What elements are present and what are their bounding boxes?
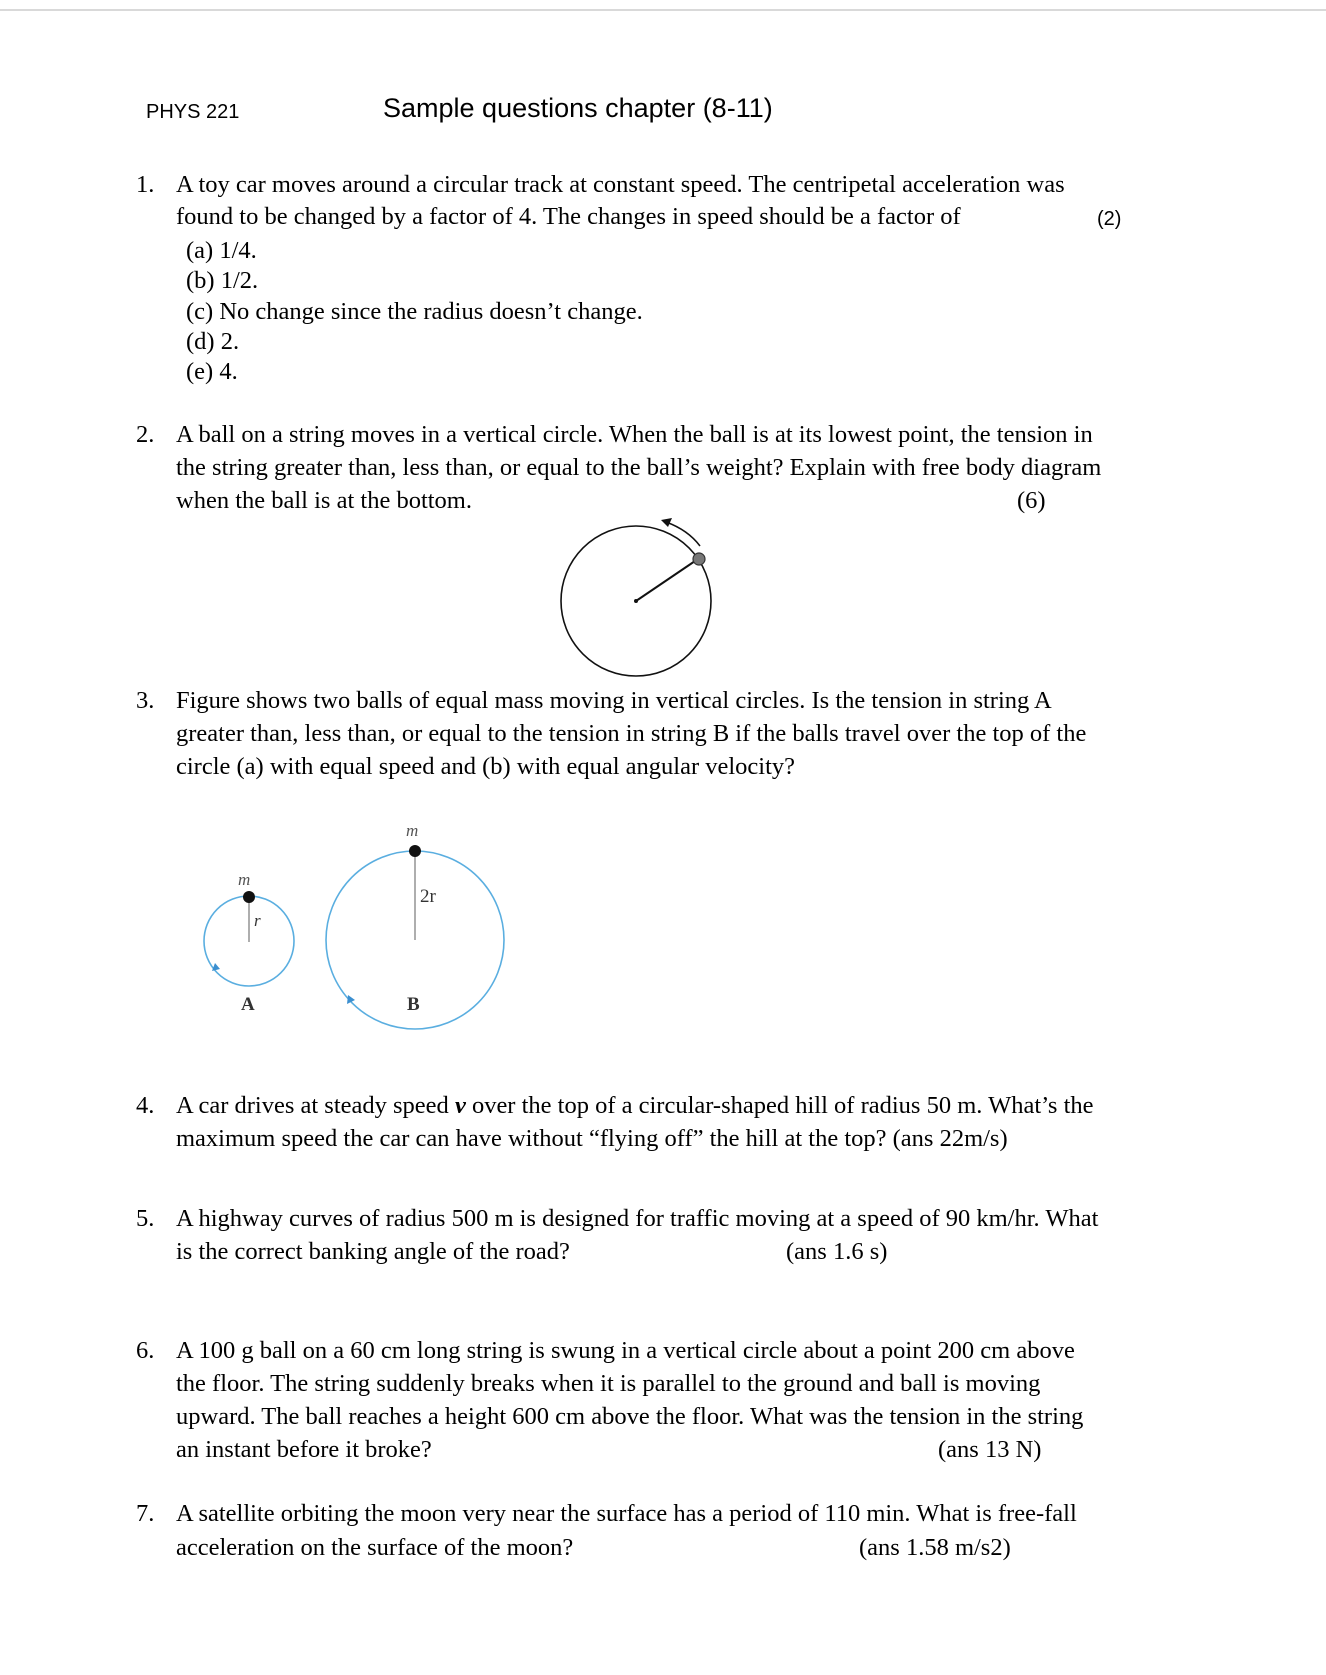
question-text: when the ball is at the bottom.	[176, 487, 472, 514]
speed-variable: v	[454, 1092, 466, 1119]
option-b: (b) 1/2.	[186, 267, 259, 294]
question-number: 7.	[136, 1500, 155, 1527]
question-text: greater than, less than, or equal to the tension in string B if the balls travel over the top of the	[176, 720, 1087, 747]
label-b: B	[407, 994, 420, 1015]
marks: (6)	[1017, 487, 1046, 514]
question-text: Figure shows two balls of equal mass moving in vertical circles. Is the tension in string A	[176, 687, 1052, 714]
question-text: A toy car moves around a circular track at constant speed. The centripetal acceleration was	[176, 171, 1065, 198]
question-text: maximum speed the car can have without “flying off” the hill at the top? (ans 22m/s)	[176, 1125, 1008, 1152]
marks: (2)	[1097, 208, 1122, 230]
question-number: 3.	[136, 687, 155, 714]
text-pre: A car drives at steady speed	[176, 1092, 455, 1119]
course-code: PHYS 221	[146, 101, 240, 123]
option-d: (d) 2.	[186, 328, 240, 355]
option-a: (a) 1/4.	[186, 237, 257, 264]
answer: (ans 1.58 m/s2)	[859, 1534, 1011, 1561]
question-text: upward. The ball reaches a height 600 cm above the floor. What was the tension in the string	[176, 1403, 1084, 1430]
question-text: an instant before it broke?	[176, 1436, 432, 1463]
mass-label-a: m	[238, 870, 251, 889]
option-c: (c) No change since the radius doesn’t change.	[186, 298, 643, 325]
question-text: the string greater than, less than, or equal to the ball’s weight? Explain with free body diagram	[176, 454, 1102, 481]
question-text	[176, 1091, 1094, 1121]
question-number: 4.	[136, 1092, 155, 1119]
question-number: 5.	[136, 1205, 155, 1232]
question-text: A ball on a string moves in a vertical circle. When the ball is at its lowest point, the tension in	[176, 421, 1093, 448]
page-title: Sample questions chapter (8-11)	[383, 93, 773, 123]
question-text: A satellite orbiting the moon very near the surface has a period of 110 min. What is free-fall	[176, 1500, 1077, 1527]
question-text: is the correct banking angle of the road?	[176, 1238, 570, 1265]
ball-b	[409, 845, 421, 857]
option-e: (e) 4.	[186, 358, 238, 385]
question-number: 6.	[136, 1337, 155, 1364]
question-number: 1.	[136, 171, 155, 198]
question-number: 2.	[136, 421, 155, 448]
question-text: circle (a) with equal speed and (b) with equal angular velocity?	[176, 753, 796, 780]
question-text: A 100 g ball on a 60 cm long string is swung in a vertical circle about a point 200 cm above	[176, 1337, 1075, 1364]
radius-label-a: r	[254, 911, 261, 930]
radius-label-b: 2r	[420, 886, 436, 907]
answer: (ans 1.6 s)	[786, 1238, 888, 1265]
question-text: found to be changed by a factor of 4. The changes in speed should be a factor of	[176, 203, 961, 230]
mass-label-b: m	[406, 821, 419, 840]
question-text: the floor. The string suddenly breaks when it is parallel to the ground and ball is moving	[176, 1370, 1041, 1397]
question-text: A highway curves of radius 500 m is designed for traffic moving at a speed of 90 km/hr. What	[176, 1205, 1099, 1232]
question-text: acceleration on the surface of the moon?	[176, 1534, 574, 1561]
answer: (ans 13 N)	[938, 1436, 1042, 1463]
text-post: over the top of a circular-shaped hill of radius 50 m. What’s the	[465, 1092, 1094, 1119]
label-a: A	[241, 994, 255, 1015]
